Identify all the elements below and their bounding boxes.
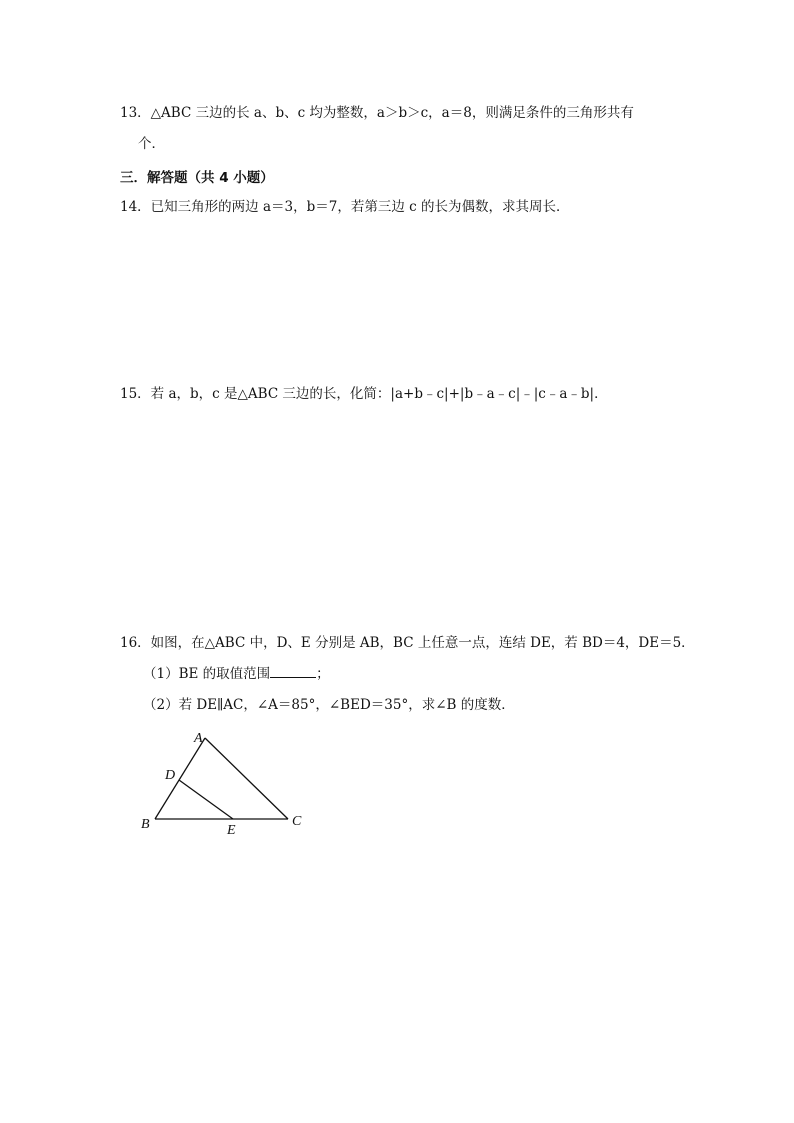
q16-part1 bbox=[143, 665, 330, 683]
q15-text: 15．若 a，b，c 是△ABC 三边的长，化简：|a+b﹣c|+|b﹣a﹣c|﹣|c﹣a﹣b|． bbox=[120, 386, 608, 402]
label-e: E bbox=[227, 823, 236, 838]
section-heading: 三．解答题（共 4 小题） bbox=[120, 170, 274, 186]
side-ab bbox=[155, 738, 205, 819]
q14-text: 14．已知三角形的两边 a＝3，b＝7，若第三边 c 的长为偶数，求其周长． bbox=[120, 199, 570, 215]
label-c: C bbox=[292, 814, 302, 829]
side-ac bbox=[205, 738, 288, 819]
triangle-figure bbox=[130, 722, 320, 842]
q13-line1: 13．△ABC 三边的长 a、b、c 均为整数，a＞b＞c，a＝8，则满足条件的三角形共有 bbox=[120, 105, 634, 121]
q13-line2: 个． bbox=[138, 136, 165, 152]
label-b: B bbox=[141, 817, 150, 832]
q16-part1-prefix: （1）BE 的取值范围 bbox=[143, 666, 271, 682]
q16-stem: 16．如图，在△ABC 中，D、E 分别是 AB，BC 上任意一点，连结 DE，若 BD＝4，DE＝5． bbox=[120, 635, 695, 651]
label-a: A bbox=[194, 731, 203, 746]
q16-part2: （2）若 DE∥AC，∠A＝85°，∠BED＝35°，求∠B 的度数． bbox=[143, 697, 515, 713]
segment-de bbox=[179, 780, 233, 819]
answer-blank bbox=[270, 665, 316, 678]
q16-part1-suffix: ； bbox=[316, 666, 330, 682]
label-d: D bbox=[165, 768, 176, 783]
